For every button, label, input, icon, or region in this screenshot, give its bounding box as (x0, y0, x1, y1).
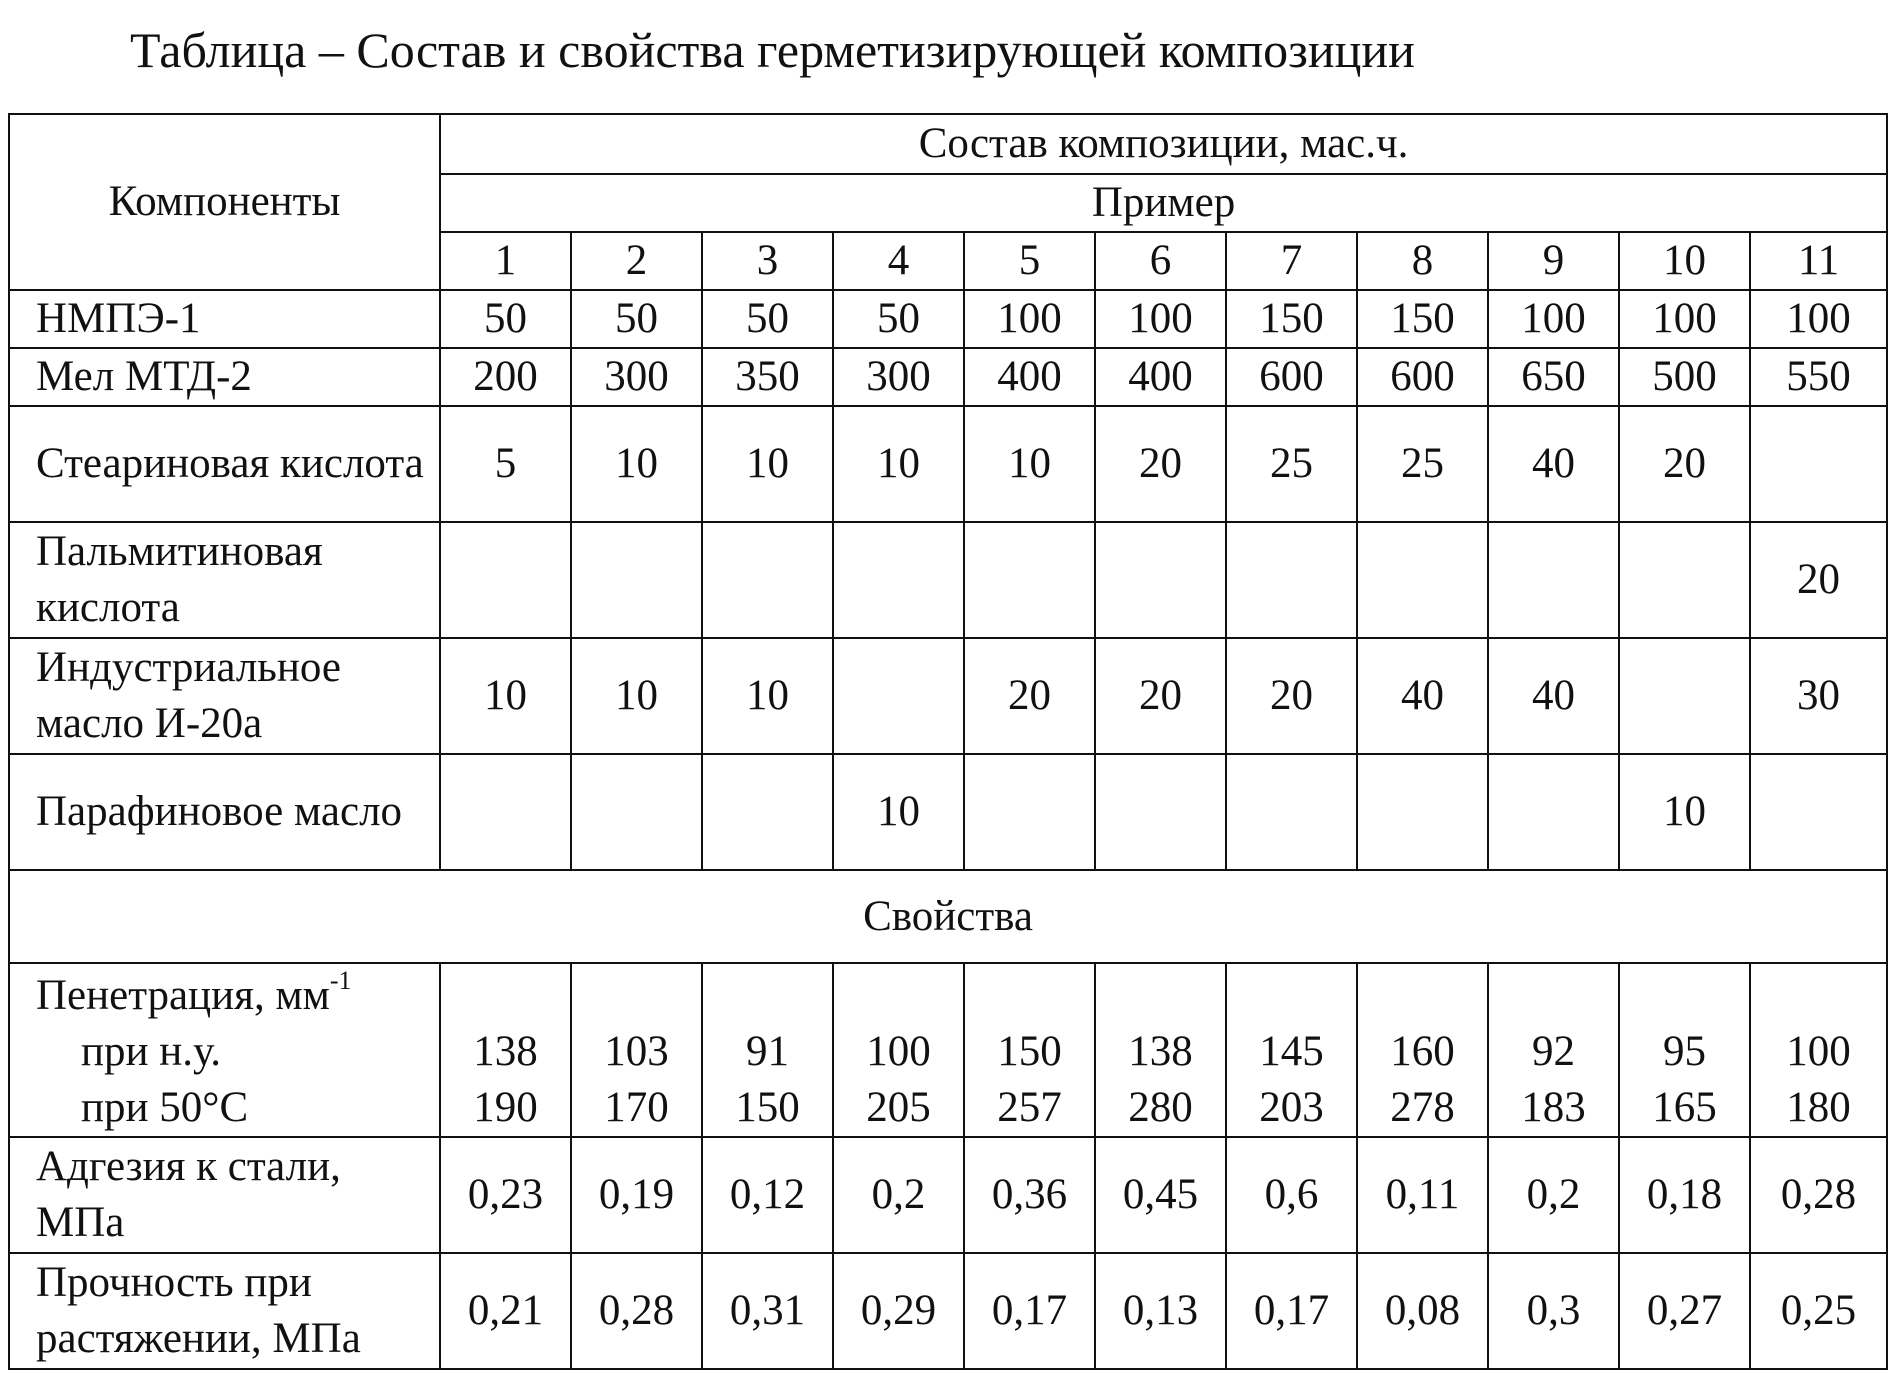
table-row (9, 754, 1887, 870)
table-cell: 5 (440, 406, 571, 522)
row-label: Пальмитиновая кислота (9, 522, 440, 638)
row-label: Мел МТД-2 (9, 348, 440, 406)
table-cell: 10 (702, 638, 833, 754)
penetration-hot-value: 203 (1259, 1083, 1324, 1131)
table-cell: 0,36 (964, 1137, 1095, 1253)
table-cell: 300 (571, 348, 702, 406)
table-cell (833, 638, 964, 754)
table-cell: 10 (833, 406, 964, 522)
table-cell: 650 (1488, 348, 1619, 406)
penetration-hot-value: 150 (735, 1083, 800, 1131)
composition-table (8, 113, 1888, 1370)
composition-header: Состав композиции, мас.ч. (440, 114, 1887, 174)
penetration-hot-value: 257 (997, 1083, 1062, 1131)
penetration-hot-label: при 50°С (81, 1083, 249, 1131)
penetration-normal-value: 95 (1663, 1027, 1706, 1075)
table-cell (440, 754, 571, 870)
table-cell: 400 (964, 348, 1095, 406)
unit-exponent: -1 (329, 965, 352, 995)
penetration-cell (1226, 963, 1357, 1137)
table-cell (440, 522, 571, 638)
table-title: Таблица – Состав и свойства герметизирующей композиции (130, 22, 1415, 78)
table-cell: 30 (1750, 638, 1887, 754)
table-cell: 40 (1488, 406, 1619, 522)
penetration-hot-value: 278 (1390, 1083, 1455, 1131)
column-number-1: 1 (440, 232, 571, 290)
table-cell: 100 (1619, 290, 1750, 348)
table-row (9, 1253, 1887, 1369)
table-cell: 25 (1357, 406, 1488, 522)
table-cell: 10 (702, 406, 833, 522)
table-cell: 0,28 (1750, 1137, 1887, 1253)
column-number-9: 9 (1488, 232, 1619, 290)
table-cell: 20 (1095, 638, 1226, 754)
properties-section-row (9, 870, 1887, 962)
components-header: Компоненты (9, 114, 440, 290)
table-cell (1750, 406, 1887, 522)
example-header: Пример (440, 174, 1887, 232)
column-number-4: 4 (833, 232, 964, 290)
table-cell: 550 (1750, 348, 1887, 406)
penetration-cell (964, 963, 1095, 1137)
table-cell (1619, 522, 1750, 638)
penetration-cell (1357, 963, 1488, 1137)
penetration-normal-value: 103 (604, 1027, 669, 1075)
table-cell: 100 (1488, 290, 1619, 348)
table-cell: 25 (1226, 406, 1357, 522)
table-cell: 0,29 (833, 1253, 964, 1369)
header-row-composition (9, 114, 1887, 174)
table-cell: 40 (1357, 638, 1488, 754)
table-cell: 300 (833, 348, 964, 406)
table-cell: 0,17 (1226, 1253, 1357, 1369)
table-cell: 200 (440, 348, 571, 406)
table-cell: 10 (440, 638, 571, 754)
penetration-hot-value: 180 (1786, 1083, 1851, 1131)
table-cell: 0,13 (1095, 1253, 1226, 1369)
table-cell (571, 522, 702, 638)
table-cell (1619, 638, 1750, 754)
table-cell (702, 754, 833, 870)
penetration-normal-value: 92 (1532, 1027, 1575, 1075)
table-cell: 150 (1226, 290, 1357, 348)
table-cell: 600 (1226, 348, 1357, 406)
table-cell: 0,28 (571, 1253, 702, 1369)
penetration-hot-value: 165 (1652, 1083, 1717, 1131)
table-cell (1750, 754, 1887, 870)
table-cell: 100 (1750, 290, 1887, 348)
penetration-normal-value: 100 (866, 1027, 931, 1075)
table-cell: 50 (833, 290, 964, 348)
penetration-cell (702, 963, 833, 1137)
penetration-normal-value: 160 (1390, 1027, 1455, 1075)
table-row (9, 1137, 1887, 1253)
table-cell: 20 (1095, 406, 1226, 522)
table-cell: 0,23 (440, 1137, 571, 1253)
column-number-10: 10 (1619, 232, 1750, 290)
table-row (9, 638, 1887, 754)
penetration-normal-value: 150 (997, 1027, 1062, 1075)
table-cell (1357, 754, 1488, 870)
penetration-hot-value: 190 (473, 1083, 538, 1131)
penetration-cell (440, 963, 571, 1137)
table-cell: 20 (964, 638, 1095, 754)
table-cell: 20 (1226, 638, 1357, 754)
table-cell: 20 (1750, 522, 1887, 638)
row-label: Индустриальное масло И-20а (9, 638, 440, 754)
penetration-normal-value: 138 (473, 1027, 538, 1075)
penetration-cell (1619, 963, 1750, 1137)
table-cell: 0,25 (1750, 1253, 1887, 1369)
penetration-normal-value: 91 (746, 1027, 789, 1075)
table-cell: 50 (571, 290, 702, 348)
table-cell (571, 754, 702, 870)
table-cell: 0,2 (833, 1137, 964, 1253)
table-cell (702, 522, 833, 638)
table-cell (964, 522, 1095, 638)
penetration-row (9, 963, 1887, 1137)
row-label: Стеариновая кислота (9, 406, 440, 522)
table-row (9, 406, 1887, 522)
table-row (9, 290, 1887, 348)
table-cell (1095, 754, 1226, 870)
table-cell (1095, 522, 1226, 638)
table-cell: 10 (833, 754, 964, 870)
table-cell: 600 (1357, 348, 1488, 406)
table-cell: 0,11 (1357, 1137, 1488, 1253)
table-cell: 0,08 (1357, 1253, 1488, 1369)
penetration-hot-value: 183 (1521, 1083, 1586, 1131)
table-cell (1357, 522, 1488, 638)
table-cell: 0,6 (1226, 1137, 1357, 1253)
table-cell: 0,17 (964, 1253, 1095, 1369)
properties-header: Свойства (9, 870, 1887, 962)
table-cell: 0,3 (1488, 1253, 1619, 1369)
row-label: Прочность при растяжении, МПа (9, 1253, 440, 1369)
table-cell: 500 (1619, 348, 1750, 406)
row-label: Парафиновое масло (9, 754, 440, 870)
penetration-cell (571, 963, 702, 1137)
table-cell: 10 (964, 406, 1095, 522)
column-number-8: 8 (1357, 232, 1488, 290)
table-cell: 10 (571, 406, 702, 522)
row-label: НМПЭ-1 (9, 290, 440, 348)
column-number-5: 5 (964, 232, 1095, 290)
table-cell (1226, 522, 1357, 638)
table-cell (964, 754, 1095, 870)
penetration-label-cell (9, 963, 440, 1137)
table-cell: 20 (1619, 406, 1750, 522)
table-cell: 0,2 (1488, 1137, 1619, 1253)
column-number-6: 6 (1095, 232, 1226, 290)
table-cell: 400 (1095, 348, 1226, 406)
penetration-hot-value: 205 (866, 1083, 931, 1131)
table-cell: 0,19 (571, 1137, 702, 1253)
penetration-cell (1095, 963, 1226, 1137)
penetration-cell (1750, 963, 1887, 1137)
table-cell: 40 (1488, 638, 1619, 754)
penetration-cell (1488, 963, 1619, 1137)
table-cell: 50 (440, 290, 571, 348)
column-number-7: 7 (1226, 232, 1357, 290)
penetration-hot-value: 170 (604, 1083, 669, 1131)
table-cell: 10 (1619, 754, 1750, 870)
table-row (9, 522, 1887, 638)
table-cell: 350 (702, 348, 833, 406)
penetration-normal-value: 138 (1128, 1027, 1193, 1075)
penetration-cell (833, 963, 964, 1137)
table-cell: 50 (702, 290, 833, 348)
table-cell (833, 522, 964, 638)
table-cell: 150 (1357, 290, 1488, 348)
penetration-label: Пенетрация, мм (36, 971, 330, 1019)
table-cell: 0,21 (440, 1253, 571, 1369)
column-number-3: 3 (702, 232, 833, 290)
table-cell: 10 (571, 638, 702, 754)
table-cell (1226, 754, 1357, 870)
table-cell: 100 (1095, 290, 1226, 348)
penetration-normal-value: 100 (1786, 1027, 1851, 1075)
column-number-2: 2 (571, 232, 702, 290)
penetration-normal-value: 145 (1259, 1027, 1324, 1075)
table-cell (1488, 522, 1619, 638)
table-cell (1488, 754, 1619, 870)
table-cell: 0,18 (1619, 1137, 1750, 1253)
penetration-normal-label: при н.у. (81, 1027, 221, 1075)
table-cell: 0,27 (1619, 1253, 1750, 1369)
row-label: Адгезия к стали, МПа (9, 1137, 440, 1253)
penetration-hot-value: 280 (1128, 1083, 1193, 1131)
table-cell: 0,45 (1095, 1137, 1226, 1253)
column-number-11: 11 (1750, 232, 1887, 290)
table-cell: 0,31 (702, 1253, 833, 1369)
table-cell: 100 (964, 290, 1095, 348)
table-row (9, 348, 1887, 406)
table-cell: 0,12 (702, 1137, 833, 1253)
